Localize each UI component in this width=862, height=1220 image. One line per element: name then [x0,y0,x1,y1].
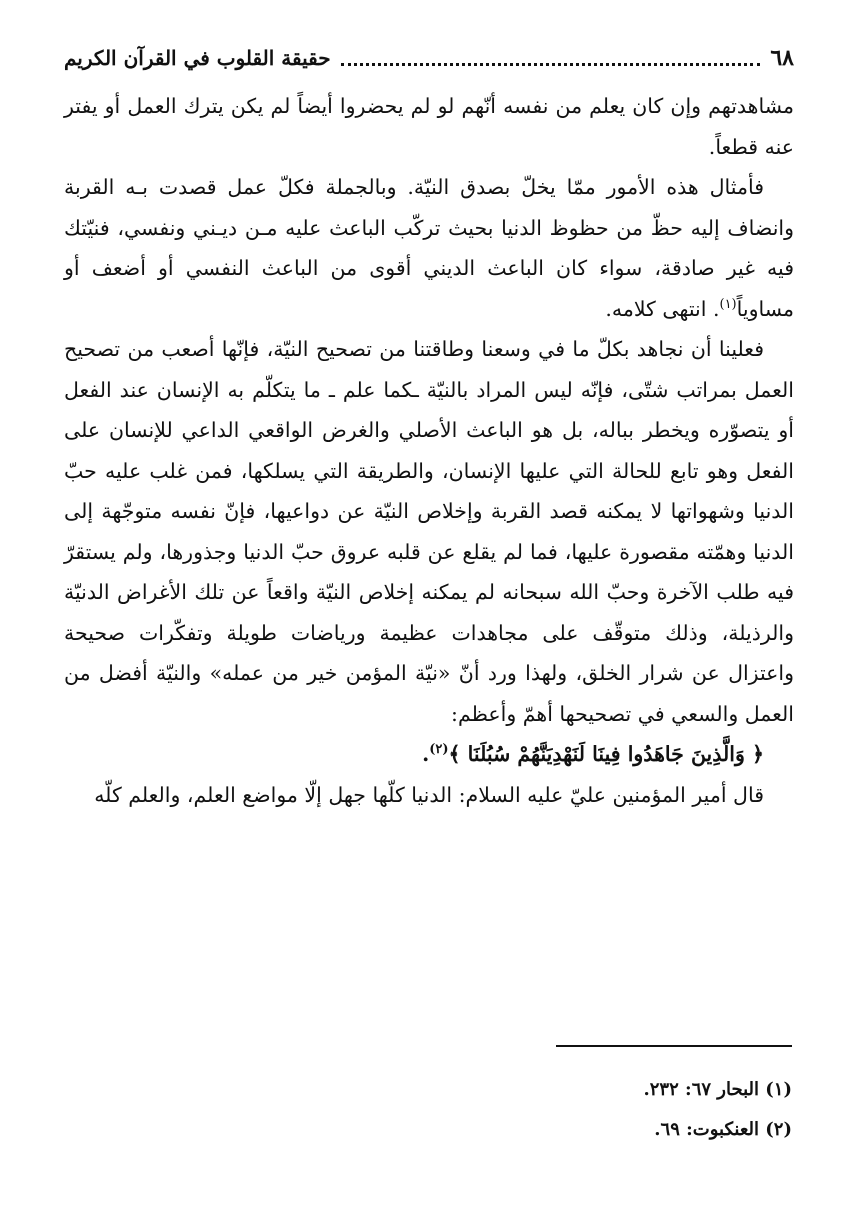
dotted-leader [341,63,761,66]
paragraph-4: قال أمير المؤمنين عليّ عليه السلام: الدنيا كلّها جهل إلّا مواضع العلم، والعلم كلّه [94,782,764,807]
paragraph-3: فعلينا أن نجاهد بكلّ ما في وسعنا وطاقتنا من تصحيح النيّة، فإنّها أصعب من تصحيح العمل بمراتب شتّى، فإنّه ليس المراد بالنيّة ـكما علم ـ ما يتكلّم به الإنسان عند الفعل أو يتصوّره ويخطر بباله، بل هو الباعث الأصلي والغرض الواقعي الداعي للإنسان على الفعل وهو تابع للحالة التي عليها الإنسان، والطريقة التي يسلكها، فمن غلب عليه حبّ الدنيا وشهواتها لا يمكنه قصد القربة وإخلاص النيّة عن دواعيها، فإنّ نفسه متوجّهة إلى الدنيا وهمّته مقصورة عليها، فما لم يقلع عن قلبه عروق حبّ الدنيا وجذورها، ولم يستقرّ فيه طلب الآخرة وحبّ الله سبحانه لم يمكنه إخلاص النيّة واقعاً عن تلك الأغراض الدنيّة والرذيلة، وذلك متوقّف على مجاهدات عظيمة ورياضات طويلة وتفكّرات صحيحة واعتزال عن شرار الخلق، ولهذا ورد أنّ «نيّة المؤمن خير من عمله» والنيّة أفضل من العمل والسعي في تصحيحها أهمّ وأعظم: [64,337,794,726]
quran-verse-text: ﴿ وَالَّذِينَ جَاهَدُوا فِينَا لَنَهْدِيَنَّهُمْ سُبُلَنَا ﴾ [448,742,764,766]
page-number: ٦٨ [770,45,794,71]
paragraph-1: مشاهدتهم وإن كان يعلم من نفسه أنّهم لو لم يحضروا أيضاً لم يكن يترك العمل أو يفتر عنه قطعاً. [64,94,794,159]
footnote-ref-2: (٢) [429,742,449,758]
paragraph-2-text: فأمثال هذه الأمور ممّا يخلّ بصدق النيّة. وبالجملة فكلّ عمل قصدت بـه القربة وانضاف إليه حظّ من حظوظ الدنيا بحيث تركّب الباعث عليه مـن ديـني ونفسي، فنيّتك فيه غير صادقة، سواء كان الباعث الديني أقوى من الباعث النفسي أو أضعف أو مساوياً [64,175,794,321]
page-header [64,36,794,80]
paragraph-2-end: . انتهى كلامه. [605,296,720,321]
running-title: حقيقة القلوب في القرآن الكريم [64,46,331,70]
footnotes [392,1070,792,1150]
paragraph-2 [64,167,794,329]
footnote-1: (١) البحار ٦٧: ٢٣٢. [643,1079,792,1100]
book-page [64,36,794,815]
quran-verse-end: . [422,742,430,766]
footnote-ref-1: (١) [719,296,737,312]
body-text [64,86,794,815]
footnote-separator [556,1045,792,1047]
quran-verse [64,734,794,775]
footnote-2: (٢) العنكبوت: ٦٩. [654,1119,792,1140]
